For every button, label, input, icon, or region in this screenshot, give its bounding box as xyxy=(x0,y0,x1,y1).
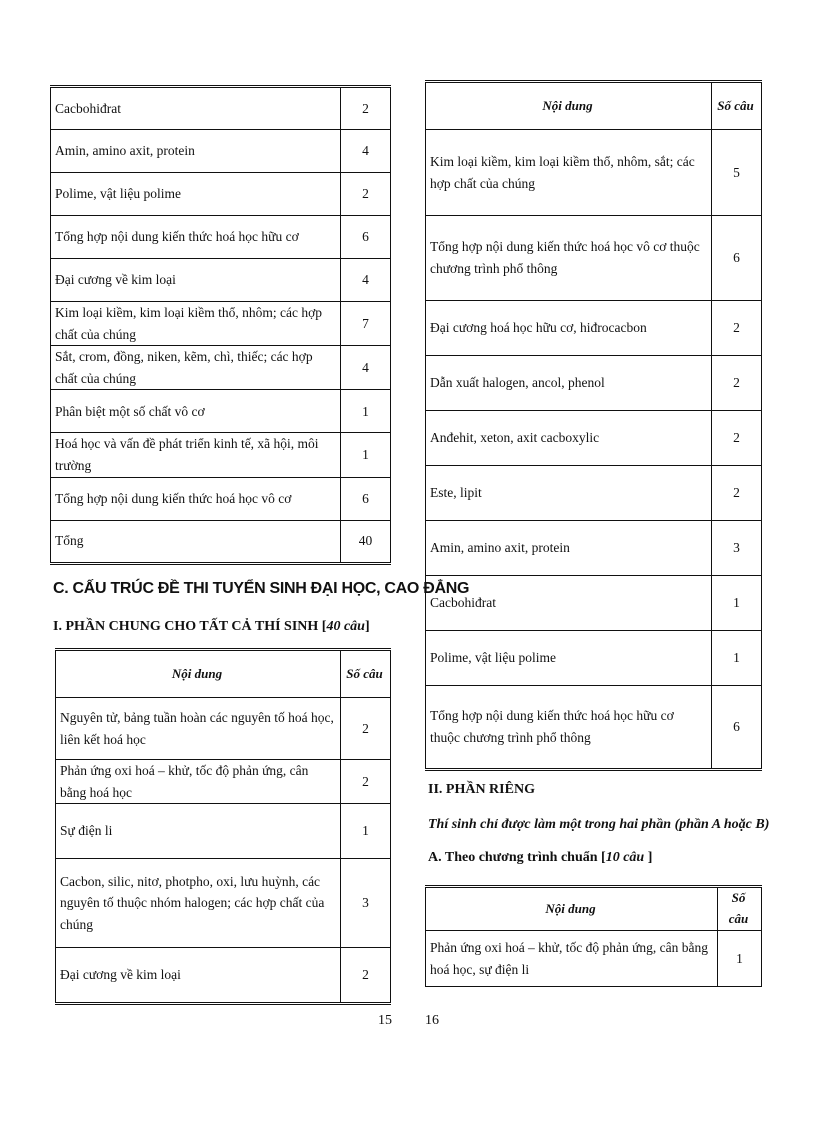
table-row xyxy=(51,173,391,216)
row-count: 2 xyxy=(712,466,762,521)
table-row xyxy=(51,259,391,302)
table2-header-content: Nội dung xyxy=(56,650,341,698)
row-topic: Đại cương về kim loại xyxy=(56,948,341,1004)
row-topic: Kim loại kiềm, kim loại kiềm thổ, nhôm; các hợp chất của chúng xyxy=(51,302,341,346)
right-table-4-wrap xyxy=(425,885,761,987)
row-topic: Tổng hợp nội dung kiến thức hoá học hữu cơ thuộc chương trình phổ thông xyxy=(426,686,712,770)
row-topic: Tổng hợp nội dung kiến thức hoá học vô cơ thuộc chương trình phổ thông xyxy=(426,216,712,301)
left-table-1 xyxy=(50,85,391,565)
row-count: 1 xyxy=(712,631,762,686)
table4-header-count: Số câu xyxy=(718,887,762,931)
right-table-4 xyxy=(425,885,762,987)
table-row xyxy=(51,433,391,477)
row-topic: Cacbon, silic, nitơ, photpho, oxi, lưu huỳnh, các nguyên tố thuộc nhóm halogen; các hợp chất của chúng xyxy=(56,859,341,948)
table-row xyxy=(56,760,391,804)
row-topic: Sắt, crom, đồng, niken, kẽm, chì, thiếc; các hợp chất của chúng xyxy=(51,346,341,390)
table-row xyxy=(56,859,391,948)
row-count: 2 xyxy=(341,87,391,130)
table-row xyxy=(426,301,762,356)
row-count: 2 xyxy=(712,301,762,356)
table-row xyxy=(51,346,391,390)
table-row xyxy=(426,130,762,216)
row-topic: Polime, vật liệu polime xyxy=(51,173,341,216)
table-row xyxy=(51,130,391,173)
table-row xyxy=(426,686,762,770)
row-count: 2 xyxy=(712,356,762,411)
row-count: 2 xyxy=(712,411,762,466)
row-topic: Sự điện li xyxy=(56,804,341,859)
row-count: 2 xyxy=(341,948,391,1004)
table-row xyxy=(426,466,762,521)
table-row xyxy=(56,804,391,859)
row-topic: Tổng hợp nội dung kiến thức hoá học hữu cơ xyxy=(51,216,341,259)
table-row xyxy=(56,948,391,1004)
row-topic: Dẫn xuất halogen, ancol, phenol xyxy=(426,356,712,411)
table-row xyxy=(51,87,391,130)
right-table-3-wrap xyxy=(425,80,761,771)
table3-header-count: Số câu xyxy=(712,82,762,130)
table-row xyxy=(426,931,762,987)
table-row xyxy=(51,520,391,563)
row-topic: Este, lipit xyxy=(426,466,712,521)
table-row xyxy=(51,302,391,346)
row-count: 4 xyxy=(341,346,391,390)
table-row xyxy=(51,216,391,259)
table-row xyxy=(426,521,762,576)
row-topic: Đại cương về kim loại xyxy=(51,259,341,302)
row-count: 6 xyxy=(712,216,762,301)
row-topic: Phân biệt một số chất vô cơ xyxy=(51,390,341,433)
row-count: 1 xyxy=(718,931,762,987)
row-count: 7 xyxy=(341,302,391,346)
left-table-2 xyxy=(55,648,391,1005)
row-topic: Cacbohiđrat xyxy=(51,87,341,130)
partA-title: A. Theo chương trình chuẩn [10 câu ] xyxy=(428,850,653,865)
row-topic: Amin, amino axit, protein xyxy=(426,521,712,576)
row-count: 4 xyxy=(341,130,391,173)
row-topic: Anđehit, xeton, axit cacboxylic xyxy=(426,411,712,466)
table2-header-count: Số câu xyxy=(341,650,391,698)
row-count: 6 xyxy=(341,216,391,259)
part2-note: Thí sinh chỉ được làm một trong hai phần (phần A hoặc B) xyxy=(428,817,770,832)
row-count: 1 xyxy=(712,576,762,631)
row-count: 3 xyxy=(341,859,391,948)
row-count: 40 xyxy=(341,520,391,563)
table4-header-content: Nội dung xyxy=(426,887,718,931)
row-topic: Nguyên tử, bảng tuần hoàn các nguyên tố hoá học, liên kết hoá học xyxy=(56,698,341,760)
table-row xyxy=(426,576,762,631)
row-topic: Phản ứng oxi hoá – khử, tốc độ phản ứng, cân bằng hoá học, sự điện li xyxy=(426,931,718,987)
row-count: 4 xyxy=(341,259,391,302)
table-row xyxy=(426,411,762,466)
table-row xyxy=(426,356,762,411)
row-topic: Hoá học và vấn đề phát triển kinh tế, xã hội, môi trường xyxy=(51,433,341,477)
table-row xyxy=(51,477,391,520)
row-topic: Tổng hợp nội dung kiến thức hoá học vô cơ xyxy=(51,477,341,520)
table-row xyxy=(51,390,391,433)
left-table-2-wrap xyxy=(55,648,390,1005)
table-row xyxy=(56,698,391,760)
row-topic: Tổng xyxy=(51,520,341,563)
row-topic: Polime, vật liệu polime xyxy=(426,631,712,686)
table-row xyxy=(426,216,762,301)
row-count: 6 xyxy=(712,686,762,770)
row-count: 6 xyxy=(341,477,391,520)
right-table-3 xyxy=(425,80,762,771)
page-number-left: 15 xyxy=(378,1013,392,1028)
row-count: 1 xyxy=(341,390,391,433)
table3-header-content: Nội dung xyxy=(426,82,712,130)
part2-title: II. PHẦN RIÊNG xyxy=(428,782,535,797)
row-count: 2 xyxy=(341,698,391,760)
row-count: 3 xyxy=(712,521,762,576)
row-topic: Kim loại kiềm, kim loại kiềm thổ, nhôm, sắt; các hợp chất của chúng xyxy=(426,130,712,216)
table-row xyxy=(426,631,762,686)
part1-title: I. PHẦN CHUNG CHO TẤT CẢ THÍ SINH [40 câu] xyxy=(53,619,370,634)
page-number-right: 16 xyxy=(425,1013,439,1028)
row-count: 1 xyxy=(341,433,391,477)
row-topic: Amin, amino axit, protein xyxy=(51,130,341,173)
row-topic: Đại cương hoá học hữu cơ, hiđrocacbon xyxy=(426,301,712,356)
row-count: 1 xyxy=(341,804,391,859)
row-count: 2 xyxy=(341,760,391,804)
section-c-title: C. CẤU TRÚC ĐỀ THI TUYỂN SINH ĐẠI HỌC, CAO ĐẲNG xyxy=(53,580,470,597)
row-count: 2 xyxy=(341,173,391,216)
row-topic: Cacbohiđrat xyxy=(426,576,712,631)
left-table-1-wrap xyxy=(50,85,390,565)
row-count: 5 xyxy=(712,130,762,216)
row-topic: Phản ứng oxi hoá – khử, tốc độ phản ứng, cân bằng hoá học xyxy=(56,760,341,804)
